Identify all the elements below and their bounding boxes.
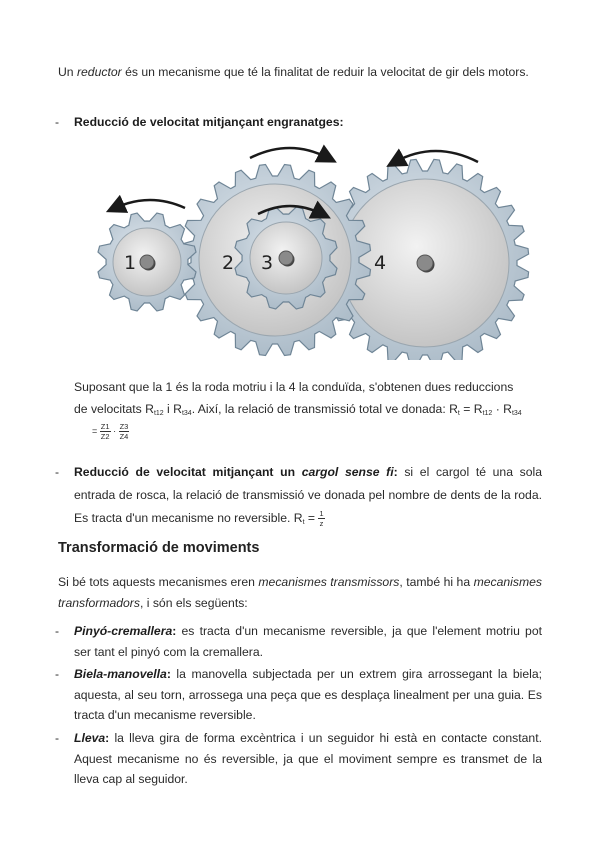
caption-sub-1: t12 <box>153 410 164 417</box>
gear-label-2: 2 <box>222 252 235 274</box>
worm-frac-den: z <box>319 519 324 529</box>
bullet-dash: - <box>55 667 60 681</box>
caption-text-d: = R <box>459 402 483 416</box>
formula-equals: = <box>92 425 98 436</box>
caption-text-a: de velocitats R <box>74 402 154 416</box>
item-term: Biela-manovella <box>74 667 167 681</box>
worm-frac-num: 1 <box>319 509 324 519</box>
item-text: la lleva gira de forma excèntrica i un seguidor hi està en contacte constant. Aquest mecanisme no és reversible, ja que el moviment sempre es transmet de la lleva cap al seguidor. <box>74 731 542 786</box>
list-item-lleva <box>55 728 542 790</box>
g3-hub <box>279 251 293 265</box>
para2-text-3: , i són els següents: <box>139 596 248 610</box>
bullet-worm-gear <box>55 461 542 534</box>
worm-text: si el cargol té una sola entrada de rosca, la relació de transmissió ve donada pel nombre de dents de la roda. Es tracta d'un mecanisme no reversible. R <box>74 465 542 525</box>
para2-em-2: mecanismes transformadors <box>58 575 542 610</box>
item-colon: : <box>166 667 171 681</box>
bullet-dash: - <box>55 624 60 638</box>
caption-text-b: i R <box>163 402 182 416</box>
item-text: la manovella subjectada per un extrem gira arrossegant la biela; aquesta, al seu torn, arrossega una peça que es desplaça linealment per una guia. Es tracta d'un mecanisme reversible. <box>74 667 542 722</box>
gears-caption <box>74 376 544 425</box>
worm-fraction <box>318 509 324 528</box>
worm-title-a: Reducció de velocitat mitjançant un <box>74 465 302 479</box>
caption-line-1: Suposant que la 1 és la roda motriu i la 4 la conduïda, s'obtenen dues reduccions <box>74 380 514 394</box>
item-colon: : <box>105 731 110 745</box>
gear-label-4: 4 <box>374 252 387 274</box>
para2-text-2: , també hi ha <box>399 575 474 589</box>
g4-hub <box>417 255 433 271</box>
bullet-dash: - <box>55 115 60 129</box>
fraction-z1-z2 <box>100 422 111 441</box>
bullet-gears <box>55 112 542 133</box>
worm-sub: t <box>302 519 305 526</box>
frac1-den: Z2 <box>100 432 110 441</box>
item-text: es tracta d'un mecanisme reversible, ja que l'element motriu pot ser tant el pinyó com la cremallera. <box>74 624 542 659</box>
frac1-num: Z1 <box>100 422 110 431</box>
frac2-num: Z3 <box>119 422 129 431</box>
worm-eq: = <box>304 511 319 525</box>
frac2-den: Z4 <box>119 432 129 441</box>
para2-em-1: mecanismes transmissors <box>258 575 400 589</box>
para2-text-1: Si bé tots aquests mecanismes eren <box>58 575 259 589</box>
worm-title-b: : <box>393 465 398 479</box>
section-heading: Transformació de moviments <box>58 540 260 556</box>
intro-paragraph <box>58 62 542 83</box>
gear-3 <box>235 207 337 309</box>
intro-term: reductor <box>76 65 122 79</box>
bullet-dash: - <box>55 731 60 745</box>
arrow-gear-2 <box>250 148 328 158</box>
g1-hub <box>140 255 154 269</box>
transform-intro <box>58 572 542 614</box>
caption-sub-5: t34 <box>511 410 522 417</box>
arrow-gear-1 <box>115 200 185 208</box>
list-item-biela-manovella <box>55 664 542 726</box>
intro-text-1: Un <box>58 65 77 79</box>
caption-sub-2: t34 <box>181 410 192 417</box>
gear-label-3: 3 <box>261 252 274 274</box>
intro-text-2: és un mecanisme que té la finalitat de reduir la velocitat de gir dels motors. <box>121 65 529 79</box>
ratio-formula <box>92 422 129 441</box>
gear-1 <box>98 213 196 311</box>
fraction-z3-z4 <box>119 422 130 441</box>
caption-sub-3: t <box>457 410 460 417</box>
item-term: Lleva <box>74 731 106 745</box>
caption-text-e: · R <box>492 402 512 416</box>
bullet-gears-title: Reducció de velocitat mitjançant engranatges: <box>74 115 344 129</box>
bullet-dash: - <box>55 465 60 479</box>
item-colon: : <box>172 624 177 638</box>
list-item-pinyo-cremallera <box>55 621 542 662</box>
item-term: Pinyó-cremallera <box>74 624 173 638</box>
formula-dot: · <box>113 425 117 436</box>
caption-text-c: . Així, la relació de transmissió total ve donada: R <box>191 402 458 416</box>
gear-train-illustration <box>90 140 535 360</box>
worm-title-em: cargol sense fi <box>301 465 394 479</box>
caption-sub-4: t12 <box>482 410 493 417</box>
gear-label-1: 1 <box>124 252 137 274</box>
